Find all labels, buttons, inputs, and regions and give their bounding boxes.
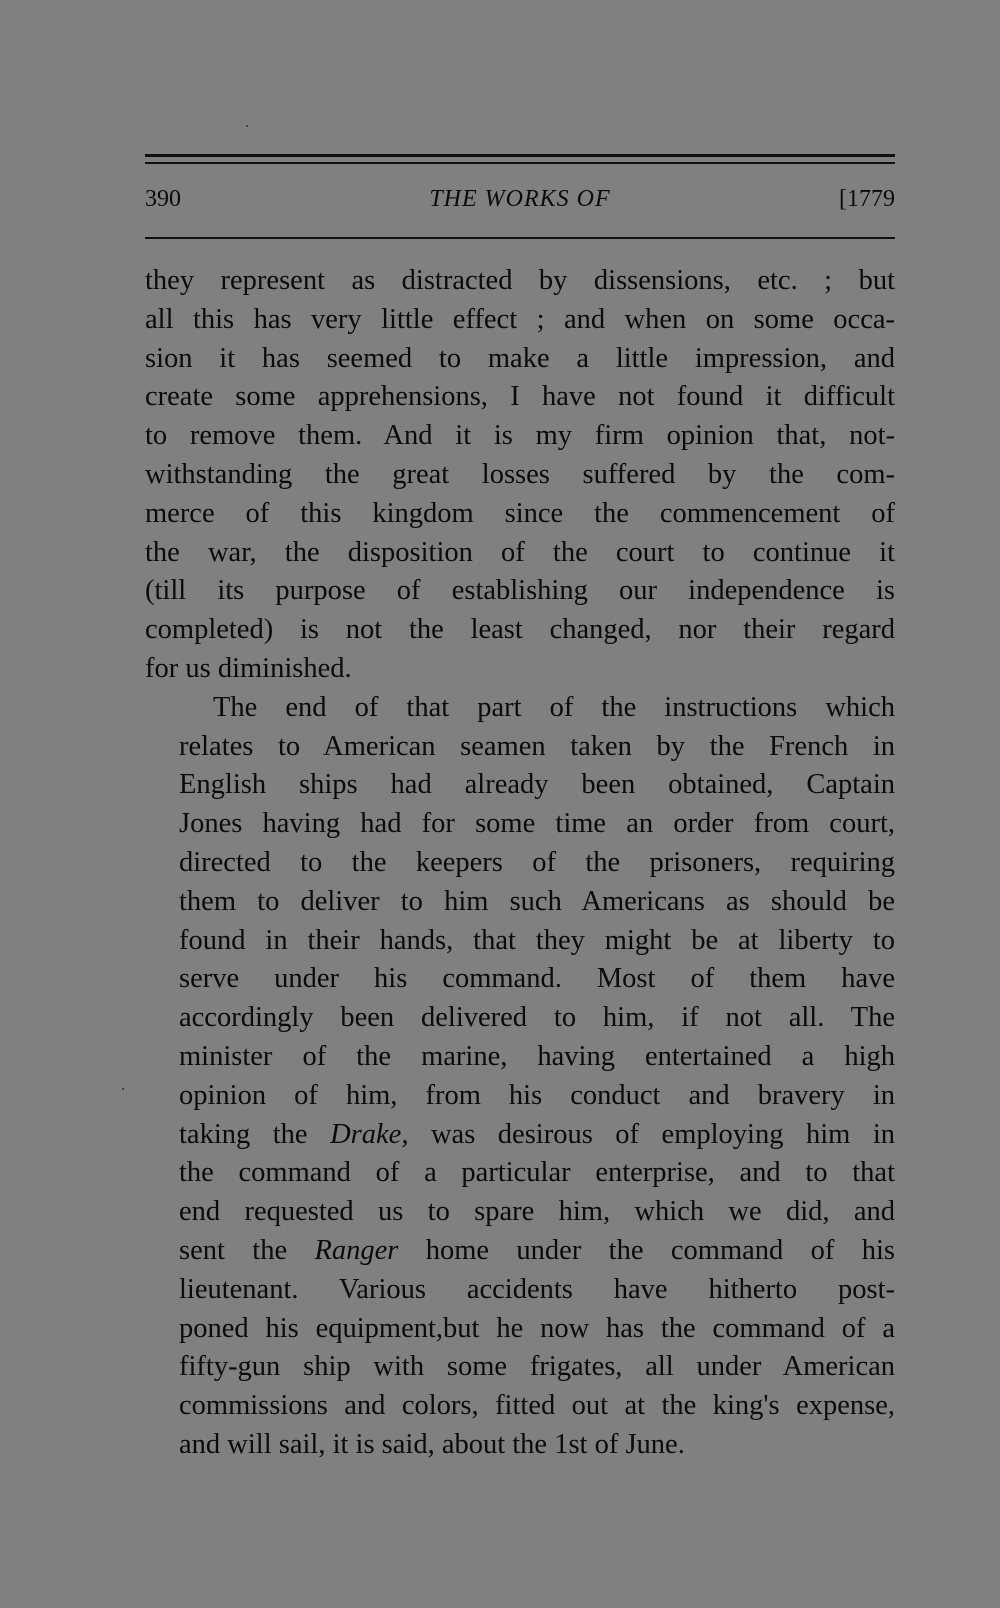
text-line: all this has very little effect ; and when on some occa- — [145, 303, 895, 335]
text-line: fifty-gun ship with some frigates, all under American — [179, 1351, 895, 1383]
text-line: completed) is not the least changed, nor their regard — [145, 614, 895, 646]
text-line: lieutenant. Various accidents have hitherto post- — [179, 1273, 895, 1305]
text-fragment: home under the command of his — [398, 1234, 895, 1266]
text-line: accordingly been delivered to him, if not all. The — [179, 1002, 895, 1034]
text-line: found in their hands, that they might be at liberty to — [179, 924, 895, 956]
text-line: the command of a particular enterprise, and to that — [179, 1157, 895, 1189]
header-double-rule-top — [145, 154, 895, 157]
text-fragment: sent the — [179, 1234, 315, 1266]
text-line: directed to the keepers of the prisoners, requiring — [179, 846, 895, 878]
running-header — [145, 186, 895, 222]
text-line: end requested us to spare him, which we did, and — [179, 1196, 895, 1228]
text-line: for us diminished. — [145, 652, 352, 684]
paragraph-1 — [145, 262, 895, 689]
text-line: and will sail, it is said, about the 1st of June. — [179, 1428, 685, 1460]
text-line: Jones having had for some time an order from court, — [179, 808, 895, 840]
text-line: relates to American seamen taken by the French in — [179, 730, 895, 762]
text-line: (till its purpose of establishing our independence is — [145, 575, 895, 607]
ship-name-drake: Drake, — [330, 1118, 409, 1150]
text-line: poned his equipment,but he now has the command of a — [179, 1312, 895, 1344]
text-line: they represent as distracted by dissensions, etc. ; but — [145, 265, 895, 296]
text-fragment: taking the — [179, 1118, 331, 1150]
paragraph-2 — [145, 689, 895, 1465]
text-line: withstanding the great losses suffered by the com- — [145, 458, 895, 490]
text-line: to remove them. And it is my firm opinion that, not- — [145, 420, 895, 452]
text-line: create some apprehensions, I have not found it difficult — [145, 381, 895, 413]
text-line: commissions and colors, fitted out at the king's expense, — [179, 1390, 895, 1422]
header-rule-below — [145, 237, 895, 239]
page-number: 390 — [145, 186, 181, 212]
ship-name-ranger: Ranger — [314, 1234, 399, 1266]
ink-speck — [122, 1088, 124, 1090]
text-line-with-italic — [145, 1116, 895, 1155]
text-line: them to deliver to him such Americans as should be — [179, 885, 895, 917]
text-line: sion it has seemed to make a little impression, and — [145, 342, 895, 374]
body-text — [145, 262, 895, 1465]
ink-speck — [246, 125, 248, 127]
text-line: the war, the disposition of the court to continue it — [145, 536, 895, 568]
text-line-with-italic — [145, 1232, 895, 1271]
text-line: serve under his command. Most of them have — [179, 963, 895, 995]
text-line: English ships had already been obtained, Captain — [179, 769, 895, 801]
text-line: The end of that part of the instructions which — [213, 691, 895, 723]
header-double-rule-bottom — [145, 162, 895, 164]
text-line: opinion of him, from his conduct and bravery in — [179, 1079, 895, 1111]
running-title: THE WORKS OF — [429, 186, 611, 212]
text-line: minister of the marine, having entertained a high — [179, 1040, 895, 1072]
text-fragment: was desirous of employing him in — [408, 1118, 895, 1150]
header-year: [1779 — [839, 186, 895, 212]
text-line: merce of this kingdom since the commencement of — [145, 497, 895, 529]
